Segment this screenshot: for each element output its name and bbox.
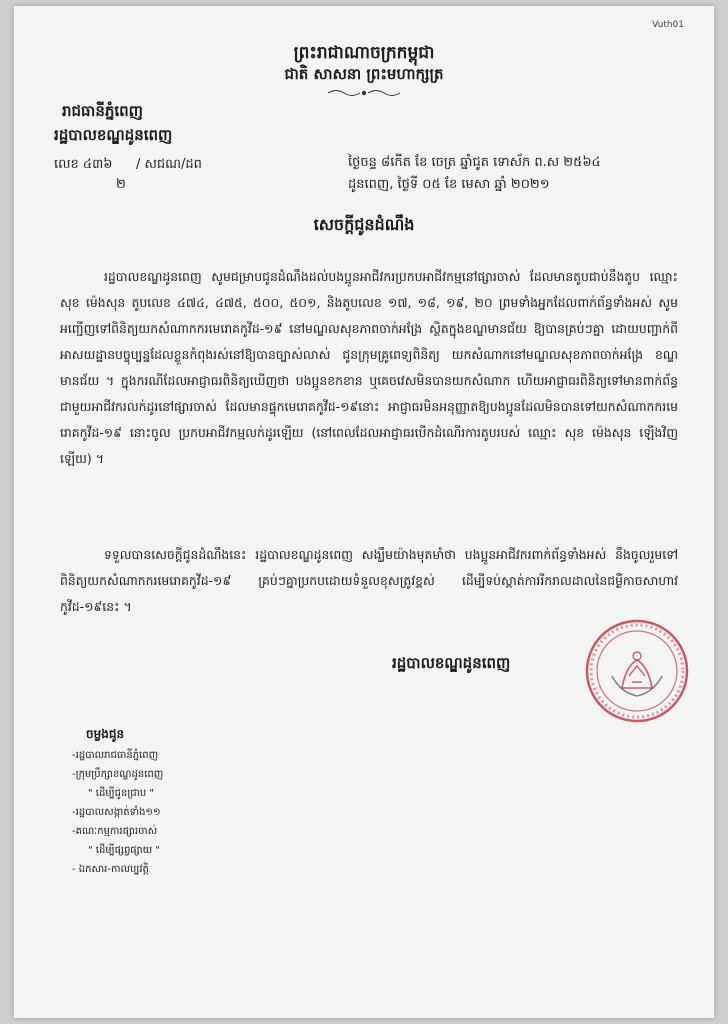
reference-handwritten: ២ bbox=[116, 177, 126, 192]
cc-item: -គណៈកម្មការផ្សារចាស់ bbox=[72, 826, 158, 837]
letter-page bbox=[14, 6, 714, 1018]
document-reference-code: Vuth01 bbox=[652, 20, 684, 30]
solar-date: ដូនពេញ, ថ្ងៃទី ០៥ ខែ មេសា ឆ្នាំ ២០២១ bbox=[348, 177, 550, 192]
issuer-district: រដ្ឋបាលខណ្ឌដូនពេញ bbox=[54, 126, 173, 144]
document-title: សេចក្ដីជូនដំណឹង bbox=[313, 215, 415, 234]
kingdom-heading: ព្រះរាជាណាចក្រកម្ពុជា bbox=[293, 43, 435, 63]
national-motto: ជាតិ សាសនា ព្រះមហាក្សត្រ bbox=[284, 65, 444, 83]
lunar-date: ថ្ងៃចន្ទ ៨កើត ខែ ចេត្រ ឆ្នាំជូត ទោស័ក ព.ស ២៥៦៤ bbox=[348, 155, 601, 170]
official-seal-icon bbox=[582, 616, 692, 726]
cc-item: " ដើម្បីផ្សព្វផ្សាយ " bbox=[88, 845, 160, 856]
issuer-capital: រាជធានីភ្នំពេញ bbox=[62, 102, 143, 120]
body-paragraph-1: រដ្ឋបាលខណ្ឌដូនពេញ សូមជម្រាបជូនដំណឹងដល់បងប្អូនអាជីវករប្រកបអាជីវកម្មនៅផ្សារចាស់ ដែលមានតូបជាប់នឹងតូប ឈ្មោះ សុខ ម៉េងសុន តូបលេខ ៤៧៤, ៤៧៥, ៥០០, ៥០១, និងតូបលេខ ១៧, ១៨, ១៩, ២០ ព្រមទាំងអ្នកដែលពាក់ព័ន្ធទាំងអស់ សូមអញ្ជើញទៅពិនិត្យយកសំណាកករមេរោគកូវីដ-១៩ នៅមណ្ឌលសុខភាពចាក់អង្រែ ស្ថិតក្នុងខណ្ឌមានជ័យ ឱ្យបានគ្រប់ៗគ្នា ដោយបញ្ជាក់ពីអាសយដ្ឋានបច្ចុប្បន្នដែលខ្លួនកំពុងរស់នៅឱ្យបានច្បាស់លាស់ ជូនក្រុមគ្រូពេទ្យពិនិត្យ យកសំណាកនៅមណ្ឌលសុខភាពចាក់អង្រែ ខណ្ឌមានជ័យ ។ ក្នុងករណីដែលអាជ្ញាធរពិនិត្យឃើញថា បងប្អូនខកខាន ឬគេចវេសមិនបានយកសំណាក ហើយអាជ្ញាធរពិនិត្យទៅមានពាក់ព័ន្ធជាមួយអាជីវករលក់ដូរនៅផ្សារចាស់ ដែលមានផ្ទុកមេរោគកូវីដ-១៩នោះ អាជ្ញាធរមិនអនុញ្ញាតឱ្យបងប្អូនដែលមិនបានទៅយកសំណាកករមេរោគកូវីដ-១៩ នោះចូល ប្រកបអាជីវកម្មលក់ដូរឡើយ (នៅពេលដែលអាជ្ញាធរបើកដំណើរការតូបរបស់ ឈ្មោះ សុខ ម៉េងសុន ឡើងវិញឡើយ) ។ bbox=[60, 269, 678, 466]
cc-item: -រដ្ឋបាលរាជធានីភ្នំពេញ bbox=[72, 750, 159, 761]
body-paragraph-2: ទទួលបានសេចក្ដីជូនដំណឹងនេះ រដ្ឋបាលខណ្ឌដូនពេញ សង្ឃឹមយ៉ាងមុតមាំថា បងប្អូនអាជីវករពាក់ព័ន្ធទាំងអស់ នឹងចូលរួមទៅពិនិត្យយកសំណាកករមេរោគកូវីដ-១៩ គ្រប់ៗគ្នាប្រកបដោយទំនួលខុសត្រូវខ្ពស់ ដើម្បីទប់ស្កាត់ការរីករាលដាលនៃជម្ងឺកាចសាហាវ កូវីដ-១៩នេះ ។ bbox=[60, 547, 678, 614]
cc-list bbox=[72, 746, 163, 879]
cc-item: - ឯកសារ-កាលប្បវត្តិ bbox=[72, 864, 149, 875]
cc-item: -ក្រុមប្រឹក្សាខណ្ឌដូនពេញ bbox=[72, 769, 164, 780]
ornament-divider-icon bbox=[326, 88, 402, 98]
cc-title: ចម្លងជូន bbox=[86, 727, 125, 741]
cc-item: -រដ្ឋបាលសង្កាត់ទាំង១១ bbox=[72, 807, 161, 818]
cc-item: " ដើម្បីជូនជ្រាប " bbox=[88, 788, 154, 799]
reference-number: លេខ ៤៣៦ bbox=[54, 157, 113, 172]
reference-suffix: / សជណ/ដព bbox=[136, 157, 202, 172]
signer-name: រដ្ឋបាលខណ្ឌដូនពេញ bbox=[392, 654, 511, 672]
